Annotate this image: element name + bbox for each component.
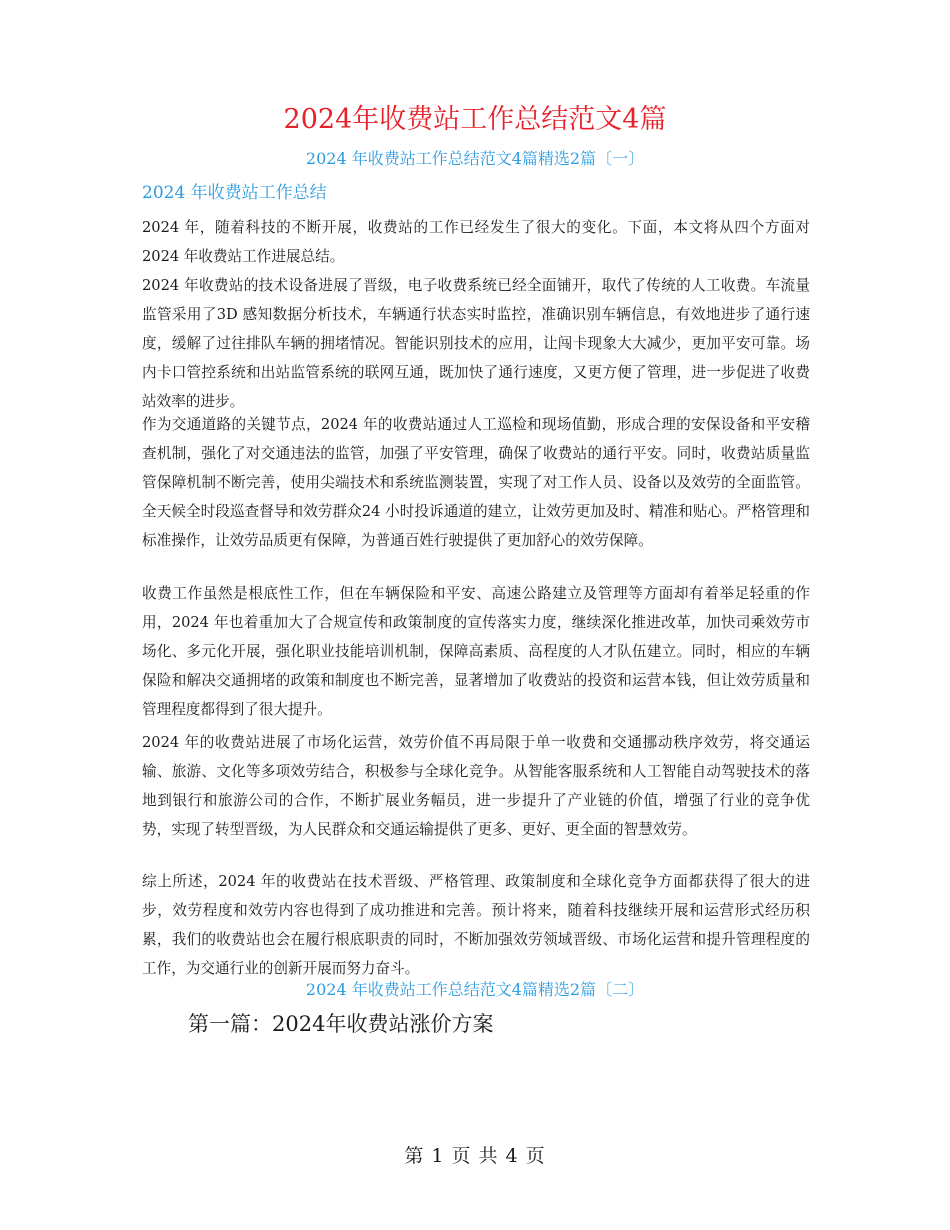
paragraph-safety: 作为交通道路的关键节点，2024 年的收费站通过人工巡检和现场值勤，形成合理的安保设备和平安稽查机制，强化了对交通违法的监管，加强了平安管理，确保了收费站的通行平安。同时，收费站质量监管保障机制不断完善，使用尖端技术和系统监测装置，实现了对工作人员、设备以及效劳的全面监管。全天候全时段巡查督导和效劳群众24 小时投诉通道的建立，让效劳更加及时、精准和贴心。严格管理和标准操作，让效劳品质更有保障，为普通百姓行驶提供了更加舒心的效劳保障。 — [142, 416, 810, 549]
paragraph-market: 2024 年的收费站进展了市场化运营，效劳价值不再局限于单一收费和交通挪动秩序效劳，将交通运输、旅游、文化等多项效劳结合，积极参与全球化竞争。从智能客服系统和人工智能自动驾驶技术的落地到银行和旅游公司的合作，不断扩展业务幅员，进一步提升了产业链的价值，增强了行业的竞争优势，实现了转型晋级，为人民群众和交通运输提供了更多、更好、更全面的智慧效劳。 — [142, 734, 810, 838]
subtitle-part-two: 2024 年收费站工作总结范文4篇精选2篇〔二〕 — [305, 980, 645, 999]
page-footer: 第 1 页 共 4 页 — [404, 1145, 546, 1167]
subtitle-part-one: 2024 年收费站工作总结范文4篇精选2篇〔一〕 — [305, 149, 645, 168]
chapter-heading: 第一篇：2024年收费站涨价方案 — [188, 1012, 494, 1036]
paragraph-intro: 2024 年，随着科技的不断开展，收费站的工作已经发生了很大的变化。下面，本文将从四个方面对2024 年收费站工作进展总结。 — [142, 219, 810, 265]
paragraph-conclusion: 综上所述，2024 年的收费站在技术晋级、严格管理、政策制度和全球化竞争方面都获得了很大的进步，效劳程度和效劳内容也得到了成功推进和完善。预计将来，随着科技继续开展和运营形式经历积累，我们的收费站也会在履行根底职责的同时，不断加强效劳领域晋级、市场化运营和提升管理程度的工作，为交通行业的创新开展而努力奋斗。 — [142, 873, 810, 977]
section-heading: 2024 年收费站工作总结 — [142, 183, 327, 203]
document-title: 2024年收费站工作总结范文4篇 — [283, 104, 667, 135]
paragraph-policy: 收费工作虽然是根底性工作，但在车辆保险和平安、高速公路建立及管理等方面却有着举足轻重的作用，2024 年也着重加大了合规宣传和政策制度的宣传落实力度，继续深化推进改革，加快司乘效劳市场化、多元化开展，强化职业技能培训机制，保障高素质、高程度的人才队伍建立。同时，相应的车辆保险和解决交通拥堵的政策和制度也不断完善，显著增加了收费站的投资和运营本钱，但让效劳质量和管理程度都得到了很大提升。 — [142, 585, 810, 718]
paragraph-technology: 2024 年收费站的技术设备进展了晋级，电子收费系统已经全面铺开，取代了传统的人工收费。车流量监管采用了3D 感知数据分析技术，车辆通行状态实时监控，准确识别车辆信息，有效地进步了通行速度，缓解了过往排队车辆的拥堵情况。智能识别技术的应用，让闯卡现象大大减少，更加平安可靠。场内卡口管控系统和出站监管系统的联网互通，既加快了通行速度，又更方便了管理，进一步促进了收费站效率的进步。 — [142, 277, 810, 410]
